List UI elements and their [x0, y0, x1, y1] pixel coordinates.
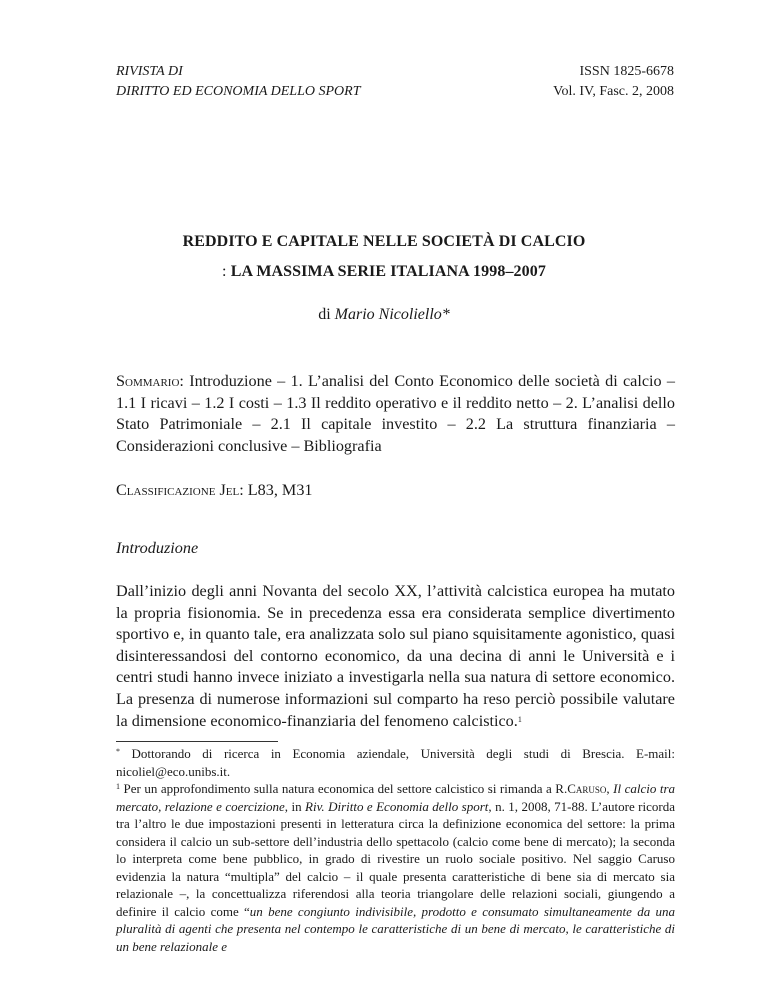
jel-label: Classificazione Jel — [116, 481, 240, 499]
footnote-text: , n. 1, 2008, 71-88. L’autore ricorda tra l’altro le due impostazioni presenti in letteratura circa la definizione economica del settore: la prima considera il calcio un sub-settore dell’industria dello spettacolo (calcio come bene di mercato); la seconda lo interpreta come bene pubblico, in grado di rivestire un ruolo sociale positivo. Nel saggio Caruso evidenzia la natura “multipla” del calcio – il quale presenta caratteristiche di bene sia di mercato sia relazionale –, la concettualizza riferendosi alla teoria triangolare delle relazioni sociali, giungendo a definire il calcio come “ — [116, 798, 675, 919]
footnote-author — [116, 745, 675, 780]
summary-text: Introduzione – 1. L’analisi del Conto Economico delle società di calcio – 1.1 I ricavi – 1.2 I costi – 1.3 Il reddito operativo e il reddito netto – 2. L’analisi dello Stato Patrimoniale – 2.1 Il capitale investito – 2.2 La struttura finanziaria – Considerazioni conclusive – Bibliografia — [116, 372, 675, 455]
footnote-separator — [116, 741, 278, 742]
summary-label: Sommario — [116, 372, 180, 390]
volume-issue: Vol. IV, Fasc. 2, 2008 — [553, 84, 674, 99]
footnote-text: , — [606, 781, 614, 796]
footnote-text: Per un approfondimento sulla natura economica del settore calcistico si rimanda a R. — [123, 781, 568, 796]
jel-codes: L83, M31 — [247, 481, 313, 499]
summary: Sommario: Introduzione – 1. L’analisi del Conto Economico delle società di calcio – 1.1 I ricavi – 1.2 I costi – 1.3 Il reddito operativo e il reddito netto – 2. L’analisi dello Stato Patrimoniale – 2.1 Il capitale investito – 2.2 La struttura finanziaria – Considerazioni conclusive – Bibliografia — [116, 372, 675, 455]
author-prefix: di — [318, 306, 331, 323]
issn: ISSN 1825-6678 — [579, 64, 674, 79]
article-title-line1: REDDITO E CAPITALE NELLE SOCIETÀ DI CALCIO — [182, 233, 586, 250]
author-line — [0, 306, 768, 324]
article-title-line2 — [0, 263, 768, 281]
section-heading: Introduzione — [116, 539, 199, 557]
jel-classification: Classificazione Jel: L83, M31 — [116, 481, 313, 499]
title-colon: : — [222, 263, 227, 280]
cited-title: Il calcio tra mercato, relazione e coercizione — [116, 781, 676, 814]
footnote-mark: * — [116, 747, 120, 756]
footnote-text: , in — [284, 798, 306, 814]
footnotes — [116, 745, 675, 955]
cited-journal: Riv. Diritto e Economia dello sport — [305, 798, 489, 814]
journal-name-line2: DIRITTO ED ECONOMIA DELLO SPORT — [116, 84, 361, 99]
footnote-ref: 1 — [517, 714, 522, 724]
quoted-definition: un bene congiunto indivisibile, prodotto e consumato simultaneamente da una pluralità di agenti che presenta nel contempo le caratteristiche di un bene di mercato, le caratteristiche di un bene relazionale e — [116, 903, 676, 954]
footnote-mark: 1 — [116, 782, 120, 791]
issue-info — [553, 62, 674, 102]
journal-name — [116, 62, 361, 102]
footnote-1 — [116, 780, 675, 955]
author-name: Mario Nicoliello — [334, 306, 442, 323]
author-footnote-mark: * — [441, 306, 450, 323]
article-subtitle: LA MASSIMA SERIE ITALIANA 1998–2007 — [230, 263, 546, 280]
body-paragraph — [116, 581, 675, 732]
body-text: Dall’inizio degli anni Novanta del secolo XX, l’attività calcistica europea ha mutato la propria fisionomia. Se in precedenza essa era considerata semplice divertimento sportivo e, in quanto tale, era analizzata solo sul piano squisitamente agonistico, quasi disinteressandosi del contorno economico, da una decina di anni le Università e i centri studi hanno invece iniziato a investigarla nella sua natura di settore economico. La presenza di numerose informazioni sul comparto ha reso perciò possibile valutare la dimensione economico-finanziaria del fenomeno calcistico. — [116, 582, 675, 730]
cited-author: Caruso — [567, 781, 607, 796]
footnote-text: Dottorando di ricerca in Economia aziendale, Università degli studi di Brescia. E-mail: nicoliel@eco.unibs.it. — [116, 746, 676, 779]
journal-name-line1: RIVISTA DI — [116, 64, 183, 79]
